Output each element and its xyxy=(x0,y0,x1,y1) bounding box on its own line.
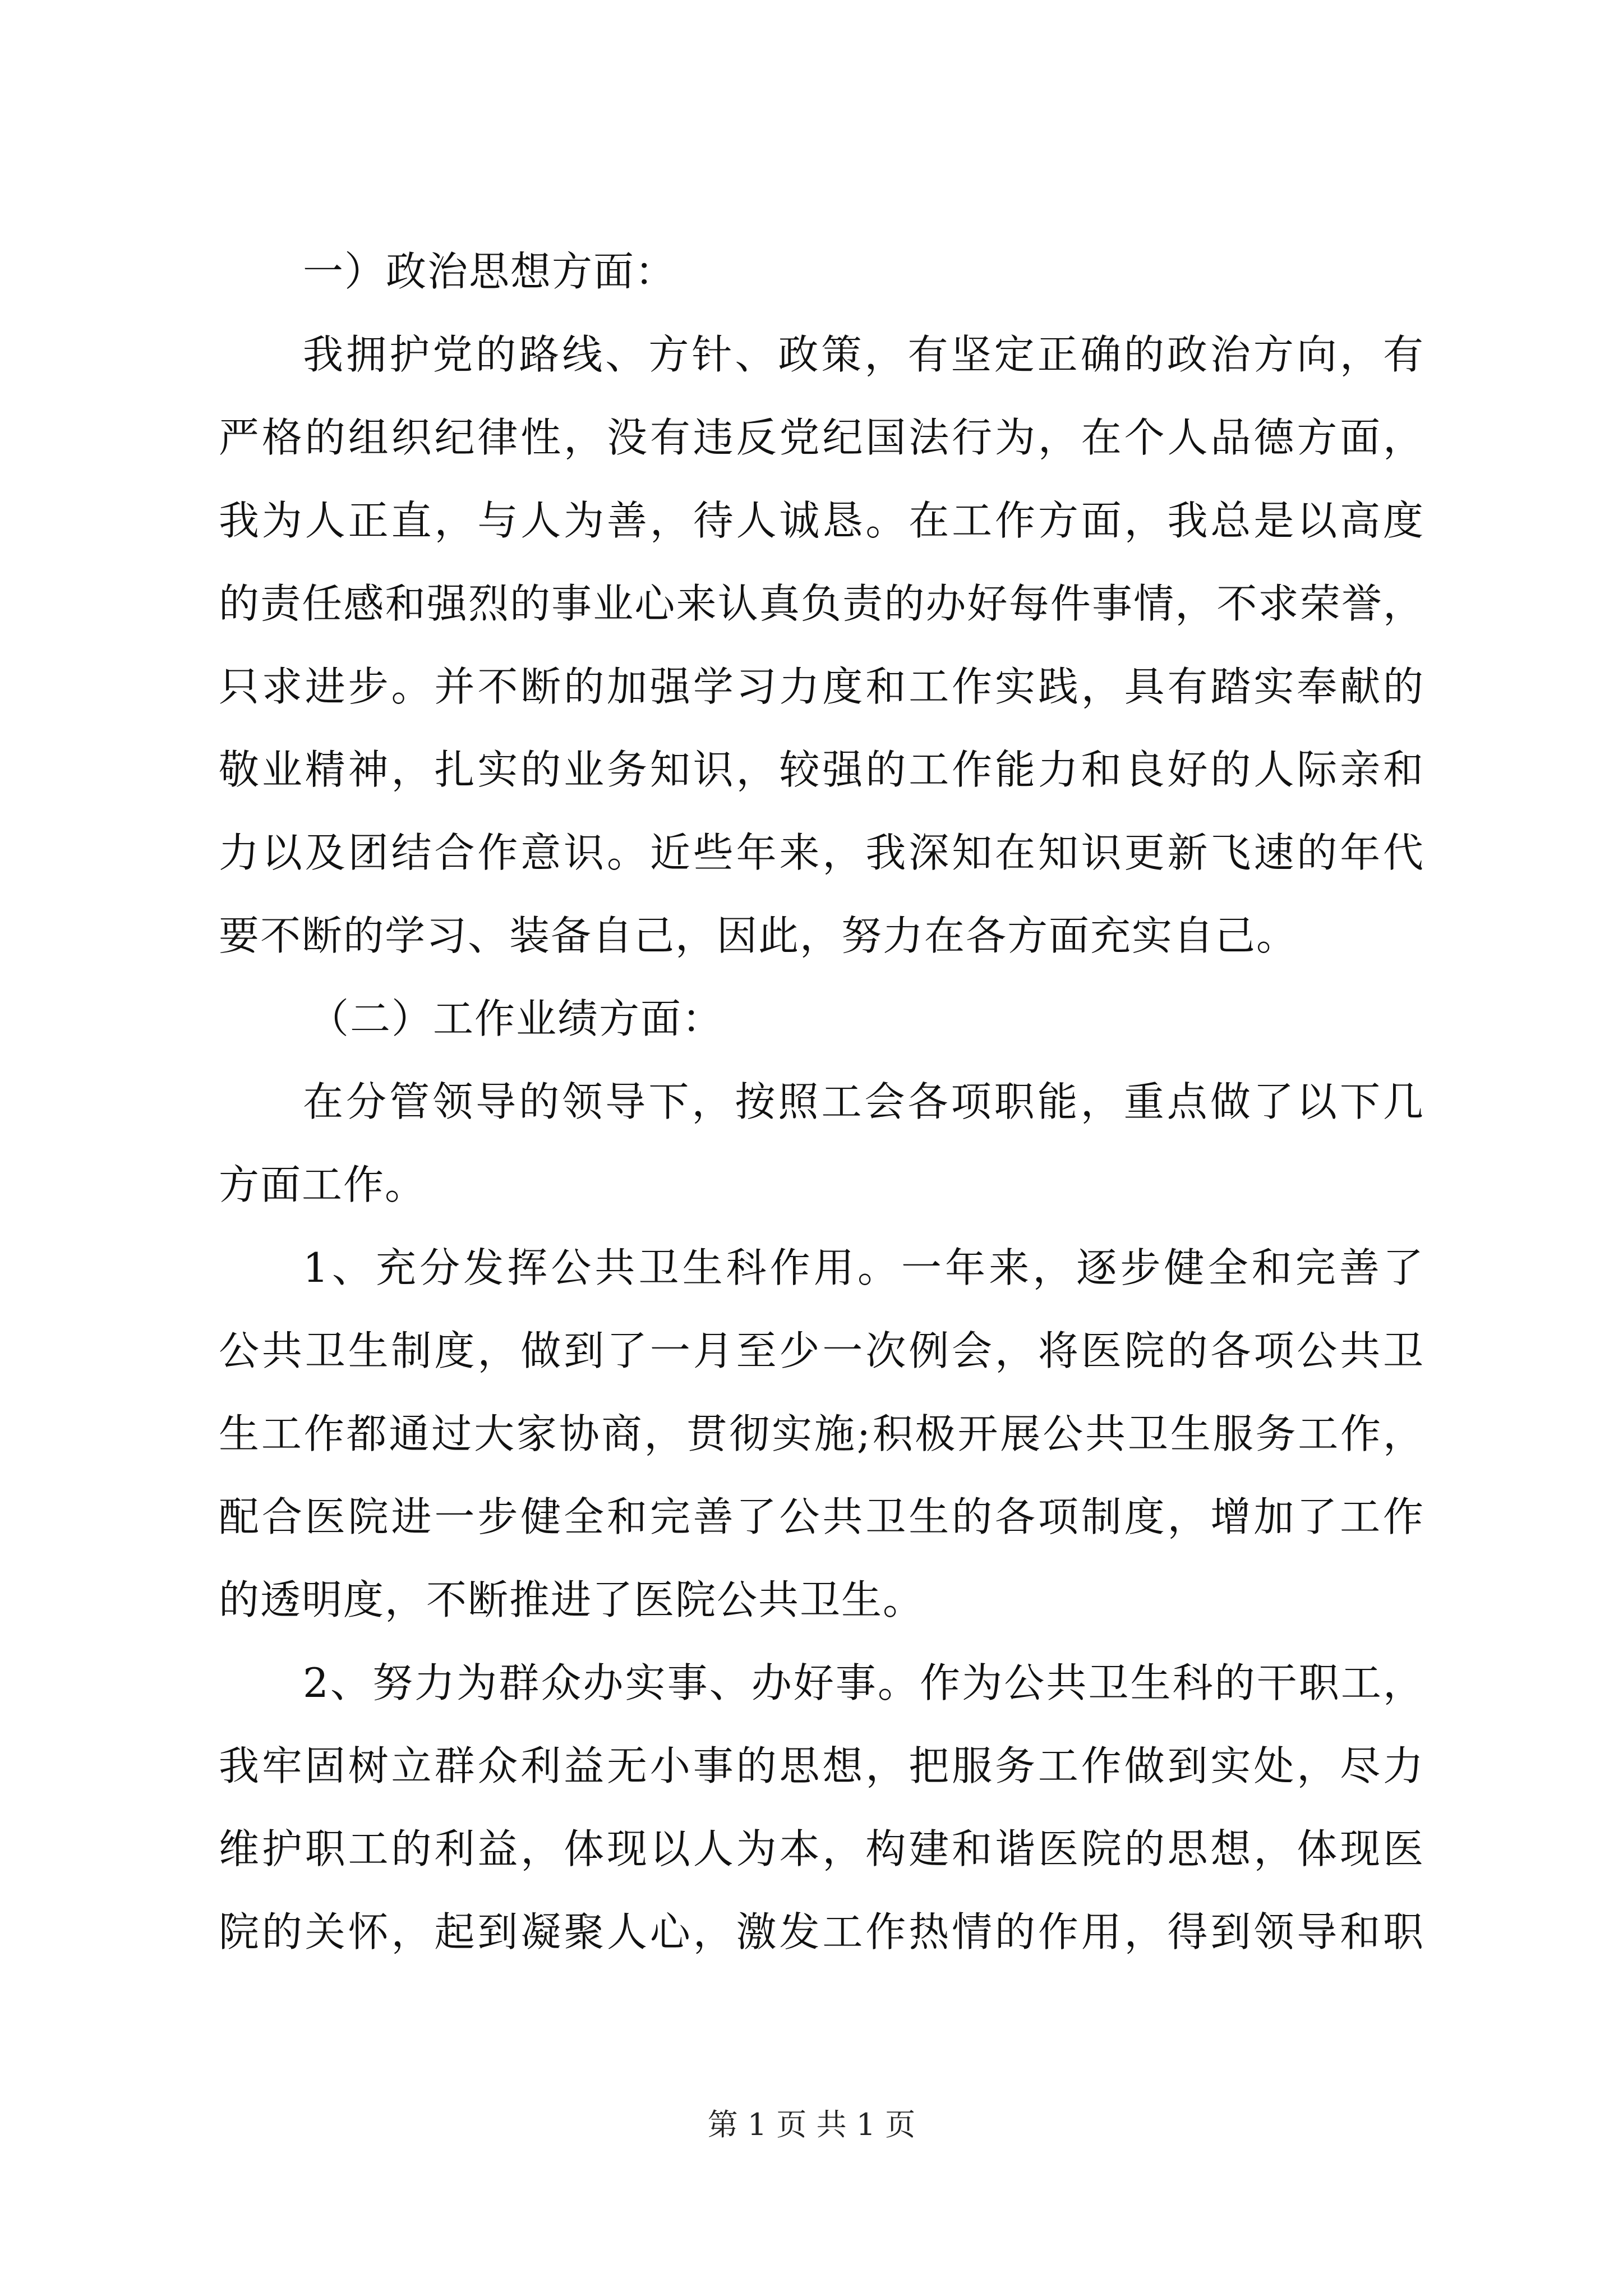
page-number-footer: 第 1 页 共 1 页 xyxy=(707,2107,916,2142)
paragraph-line: 在分管领导的领导下，按照工会各项职能，重点做了以下几 xyxy=(303,1078,1424,1125)
paragraph-line: 生工作都通过大家协商，贯彻实施;积极开展公共卫生服务工作， xyxy=(219,1410,1424,1457)
section-heading-political: 一）政治思想方面： xyxy=(303,248,677,295)
paragraph-line: 的责任感和强烈的事业心来认真负责的办好每件事情，不求荣誉， xyxy=(219,580,1424,627)
paragraph-line: 的透明度，不断推进了医院公共卫生。 xyxy=(219,1576,925,1623)
paragraph-line: 维护职工的利益，体现以人为本，构建和谐医院的思想，体现医 xyxy=(219,1825,1424,1872)
paragraph-line: 1、充分发挥公共卫生科作用。一年来，逐步健全和完善了 xyxy=(303,1244,1424,1291)
paragraph-line: 要不断的学习、装备自己，因此，努力在各方面充实自己。 xyxy=(219,912,1298,959)
paragraph-line: 严格的组织纪律性，没有违反党纪国法行为，在个人品德方面， xyxy=(219,414,1424,461)
paragraph-line: 只求进步。并不断的加强学习力度和工作实践，具有踏实奉献的 xyxy=(219,663,1424,710)
paragraph-line: 敬业精神，扎实的业务知识，较强的工作能力和良好的人际亲和 xyxy=(219,746,1424,793)
paragraph-line: 2、努力为群众办实事、办好事。作为公共卫生科的干职工， xyxy=(303,1659,1424,1706)
paragraph-line: 我牢固树立群众利益无小事的思想，把服务工作做到实处，尽力 xyxy=(219,1742,1424,1789)
section-heading-performance: （二）工作业绩方面： xyxy=(308,995,724,1042)
paragraph-line: 方面工作。 xyxy=(219,1161,427,1208)
document-body xyxy=(219,230,1424,1973)
paragraph-line: 配合医院进一步健全和完善了公共卫生的各项制度，增加了工作 xyxy=(219,1493,1424,1540)
paragraph-line: 公共卫生制度，做到了一月至少一次例会，将医院的各项公共卫 xyxy=(219,1327,1424,1374)
paragraph-line: 我为人正直，与人为善，待人诚恳。在工作方面，我总是以高度 xyxy=(219,497,1424,544)
paragraph-line: 我拥护党的路线、方针、政策，有坚定正确的政治方向，有 xyxy=(303,331,1424,378)
paragraph-line: 力以及团结合作意识。近些年来，我深知在知识更新飞速的年代 xyxy=(219,829,1424,876)
paragraph-line: 院的关怀，起到凝聚人心，激发工作热情的作用，得到领导和职 xyxy=(219,1908,1424,1955)
